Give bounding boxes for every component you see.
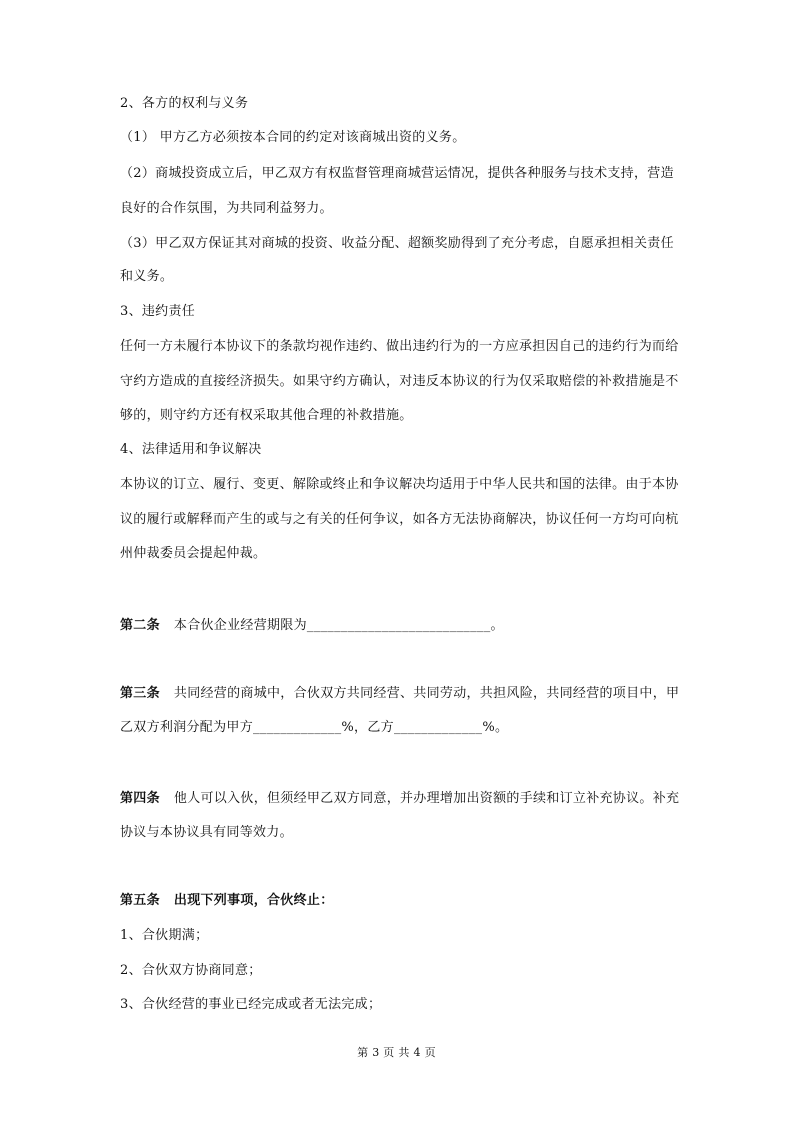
list-item: 3、合伙经营的事业已经完成或者无法完成； bbox=[120, 997, 382, 1012]
article-3-line-2: 乙双方利润分配为甲方_____________%，乙方_____________%。 bbox=[120, 720, 509, 735]
list-item: 1、合伙期满； bbox=[120, 928, 209, 943]
section-heading-rights-obligations: 2、各方的权利与义务 bbox=[120, 96, 249, 111]
section-heading-liability: 3、违约责任 bbox=[120, 304, 196, 319]
article-3-label: 第三条 bbox=[120, 686, 160, 701]
paragraph-law-line-1: 本协议的订立、履行、变更、解除或终止和争议解决均适用于中华人民共和国的法律。由于本协 bbox=[120, 477, 679, 492]
list-item: 2、合伙双方协商同意； bbox=[120, 963, 262, 978]
article-4-line-2: 协议与本协议具有同等效力。 bbox=[120, 825, 293, 840]
paragraph-item-3-line-1: （3）甲乙双方保证其对商城的投资、收益分配、超额奖励得到了充分考虑，自愿承担相关责任 bbox=[120, 236, 674, 251]
article-5-heading bbox=[120, 893, 334, 909]
article-5-label: 第五条 bbox=[120, 893, 160, 908]
article-2 bbox=[120, 618, 504, 634]
paragraph-item-3-line-2: 和义务。 bbox=[120, 269, 174, 284]
article-2-label: 第二条 bbox=[120, 618, 160, 633]
section-heading-law-dispute: 4、法律适用和争议解决 bbox=[120, 442, 262, 457]
article-3-text-line-1: 共同经营的商城中，合伙双方共同经营、共同劳动，共担风险，共同经营的项目中，甲 bbox=[173, 686, 680, 701]
paragraph-law-line-2: 议的履行或解释而产生的或与之有关的任何争议，如各方无法协商解决，协议任何一方均可向杭 bbox=[120, 512, 679, 527]
paragraph-liability-line-2: 守约方造成的直接经济损失。如果守约方确认，对违反本协议的行为仅采取赔偿的补救措施是不 bbox=[120, 374, 679, 389]
paragraph-liability-line-1: 任何一方未履行本协议下的条款均视作违约、做出违约行为的一方应承担因自己的违约行为而给 bbox=[120, 339, 679, 354]
paragraph-item-2-line-2: 良好的合作氛围，为共同利益努力。 bbox=[120, 201, 333, 216]
page-number-footer: 第 3 页 共 4 页 bbox=[357, 1046, 436, 1059]
article-4-line-1 bbox=[120, 791, 680, 807]
article-3-line-1 bbox=[120, 686, 680, 702]
article-4-label: 第四条 bbox=[120, 791, 160, 806]
article-2-text: 本合伙企业经营期限为___________________________。 bbox=[173, 618, 504, 633]
article-4-text-line-1: 他人可以入伙，但须经甲乙双方同意，并办理增加出资额的手续和订立补充协议。补充 bbox=[173, 791, 680, 806]
paragraph-law-line-3: 州仲裁委员会提起仲裁。 bbox=[120, 546, 267, 561]
paragraph-liability-line-3: 够的，则守约方还有权采取其他合理的补救措施。 bbox=[120, 408, 413, 423]
paragraph-item-2-line-1: （2）商城投资成立后，甲乙双方有权监督管理商城营运情况，提供各种服务与技术支持，营造 bbox=[120, 166, 674, 181]
article-5-text: 出现下列事项，合伙终止： bbox=[173, 893, 334, 908]
paragraph-item-1: （1） 甲方乙方必须按本合同的约定对该商城出资的义务。 bbox=[120, 130, 466, 145]
